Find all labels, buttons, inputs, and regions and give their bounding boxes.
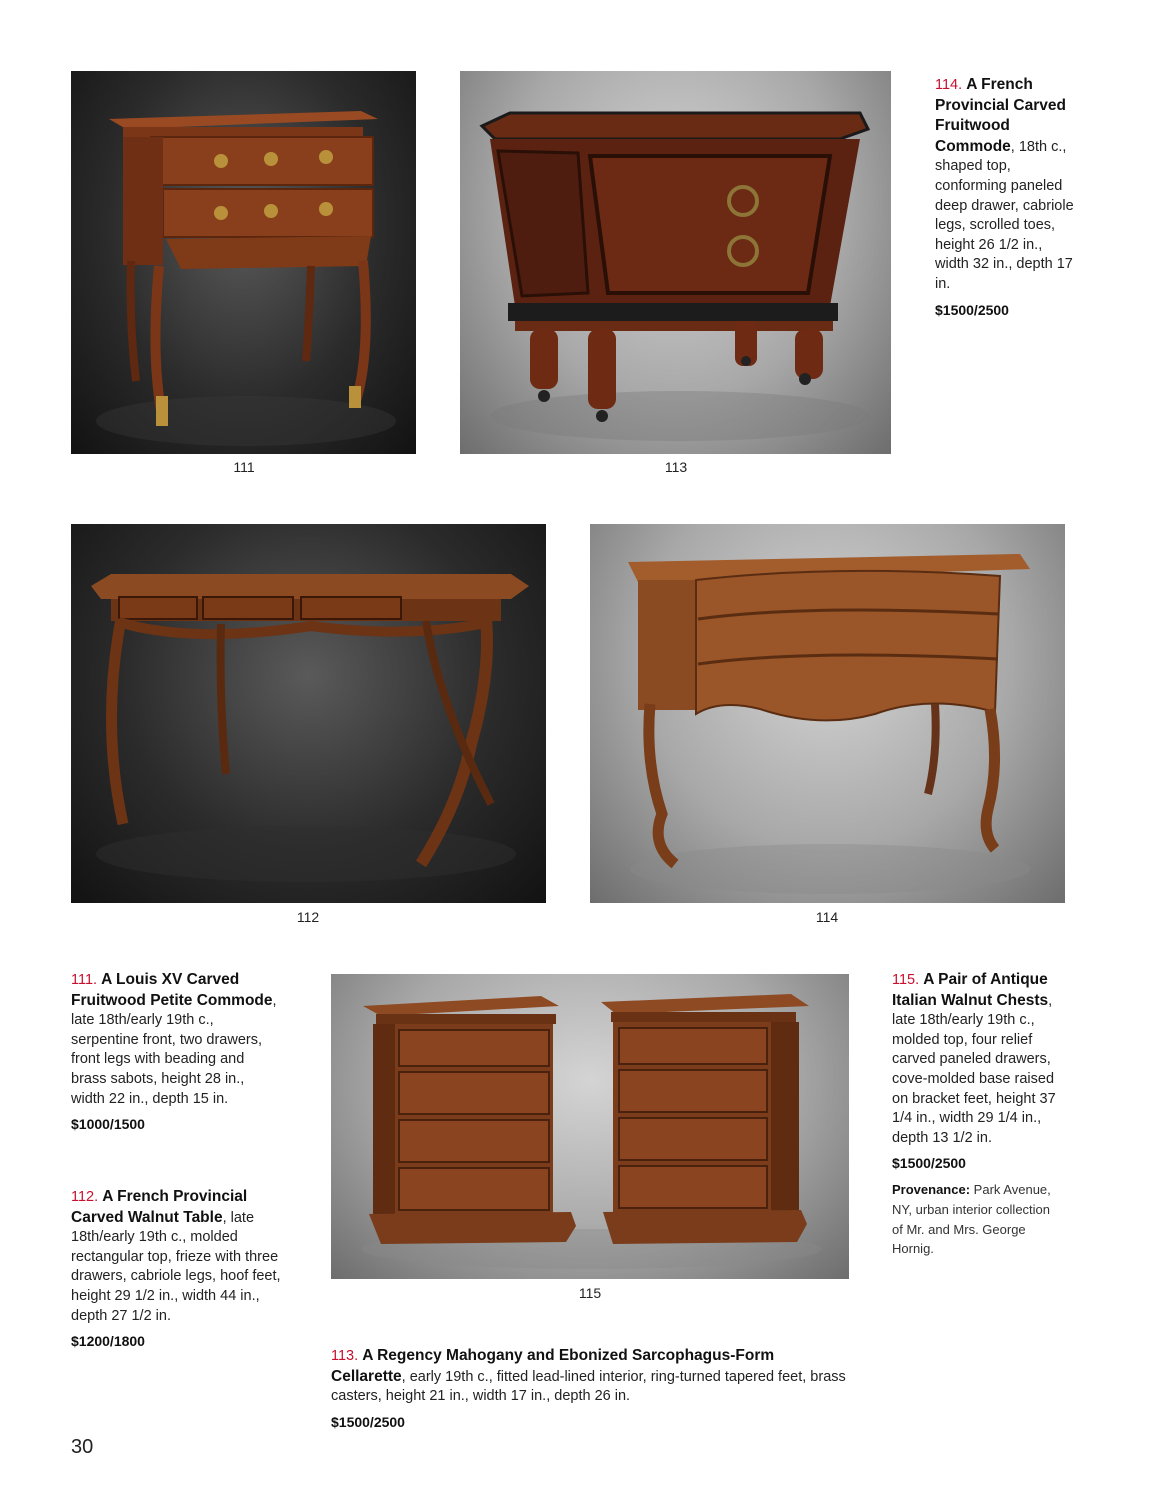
walnut-table-image	[71, 524, 546, 903]
lot-details: , late 18th/early 19th c., serpentine front, two drawers, front legs with beading and brass sabots, height 28 in., width 22 in., depth 15 in.	[71, 992, 277, 1107]
provenance-text: Park Avenue, NY, urban interior collection of Mr. and Mrs. George Hornig.	[892, 1181, 1051, 1257]
fruitwood-commode-image	[590, 524, 1065, 903]
photo-lot-112	[71, 524, 546, 903]
lot-details: , 18th c., shaped top, conforming paneled deep drawer, cabriole legs, scrolled toes, height 26 1/2 in., width 32 in., depth 17 in.	[935, 138, 1074, 292]
lot-title: A French Provincial Carved Walnut Table	[71, 1188, 248, 1226]
lot-estimate: $1000/1500	[71, 1116, 145, 1133]
photo-lot-111	[71, 71, 416, 454]
provenance-label: Provenance:	[892, 1181, 971, 1197]
lot-title: A Pair of Antique Italian Walnut Chests	[892, 971, 1049, 1009]
lot-estimate: $1500/2500	[892, 1155, 966, 1172]
lot-113-description	[331, 1346, 853, 1432]
lot-title: A Louis XV Carved Fruitwood Petite Commode	[71, 971, 273, 1009]
lot-114-description	[935, 75, 1075, 320]
caption-112: 112	[296, 909, 320, 925]
lot-details: , early 19th c., fitted lead-lined interior, ring-turned tapered feet, brass casters, height 21 in., width 17 in., depth 26 in.	[331, 1368, 846, 1405]
photo-lot-115	[331, 974, 849, 1279]
cellarette-image	[460, 71, 891, 454]
caption-113: 113	[664, 459, 688, 475]
lot-estimate: $1500/2500	[935, 301, 1009, 318]
lot-details: , late 18th/early 19th c., molded top, four relief carved paneled drawers, cove-molded base raised on bracket feet, height 37 1/4 in., width 29 1/4 in., depth 13 1/2 in.	[892, 992, 1056, 1146]
caption-115: 115	[578, 1285, 602, 1301]
lot-number: 114.	[935, 77, 963, 93]
lot-title: A Regency Mahogany and Ebonized Sarcophagus-Form Cellarette	[331, 1347, 775, 1385]
page-number: 30	[71, 1436, 94, 1458]
photo-lot-113	[460, 71, 891, 454]
lot-number: 111.	[71, 972, 98, 988]
photo-lot-114	[590, 524, 1065, 903]
caption-114: 114	[815, 909, 839, 925]
lot-title: A French Provincial Carved Fruitwood Commode	[935, 76, 1066, 155]
walnut-chests-image	[331, 974, 849, 1279]
caption-111: 111	[233, 459, 255, 475]
lot-115-description	[892, 970, 1062, 1259]
lot-estimate: $1200/1800	[71, 1333, 145, 1350]
lot-number: 115.	[892, 972, 920, 988]
lot-details: , late 18th/early 19th c., molded rectangular top, frieze with three drawers, cabriole legs, hoof feet, height 29 1/2 in., width 44 in., depth 27 1/2 in.	[71, 1209, 281, 1324]
lot-provenance	[892, 1180, 1062, 1259]
lot-112-description	[71, 1187, 281, 1352]
lot-number: 113.	[331, 1348, 359, 1364]
lot-111-description	[71, 970, 281, 1135]
petite-commode-image	[71, 71, 416, 454]
lot-estimate: $1500/2500	[331, 1413, 405, 1430]
lot-number: 112.	[71, 1189, 99, 1205]
